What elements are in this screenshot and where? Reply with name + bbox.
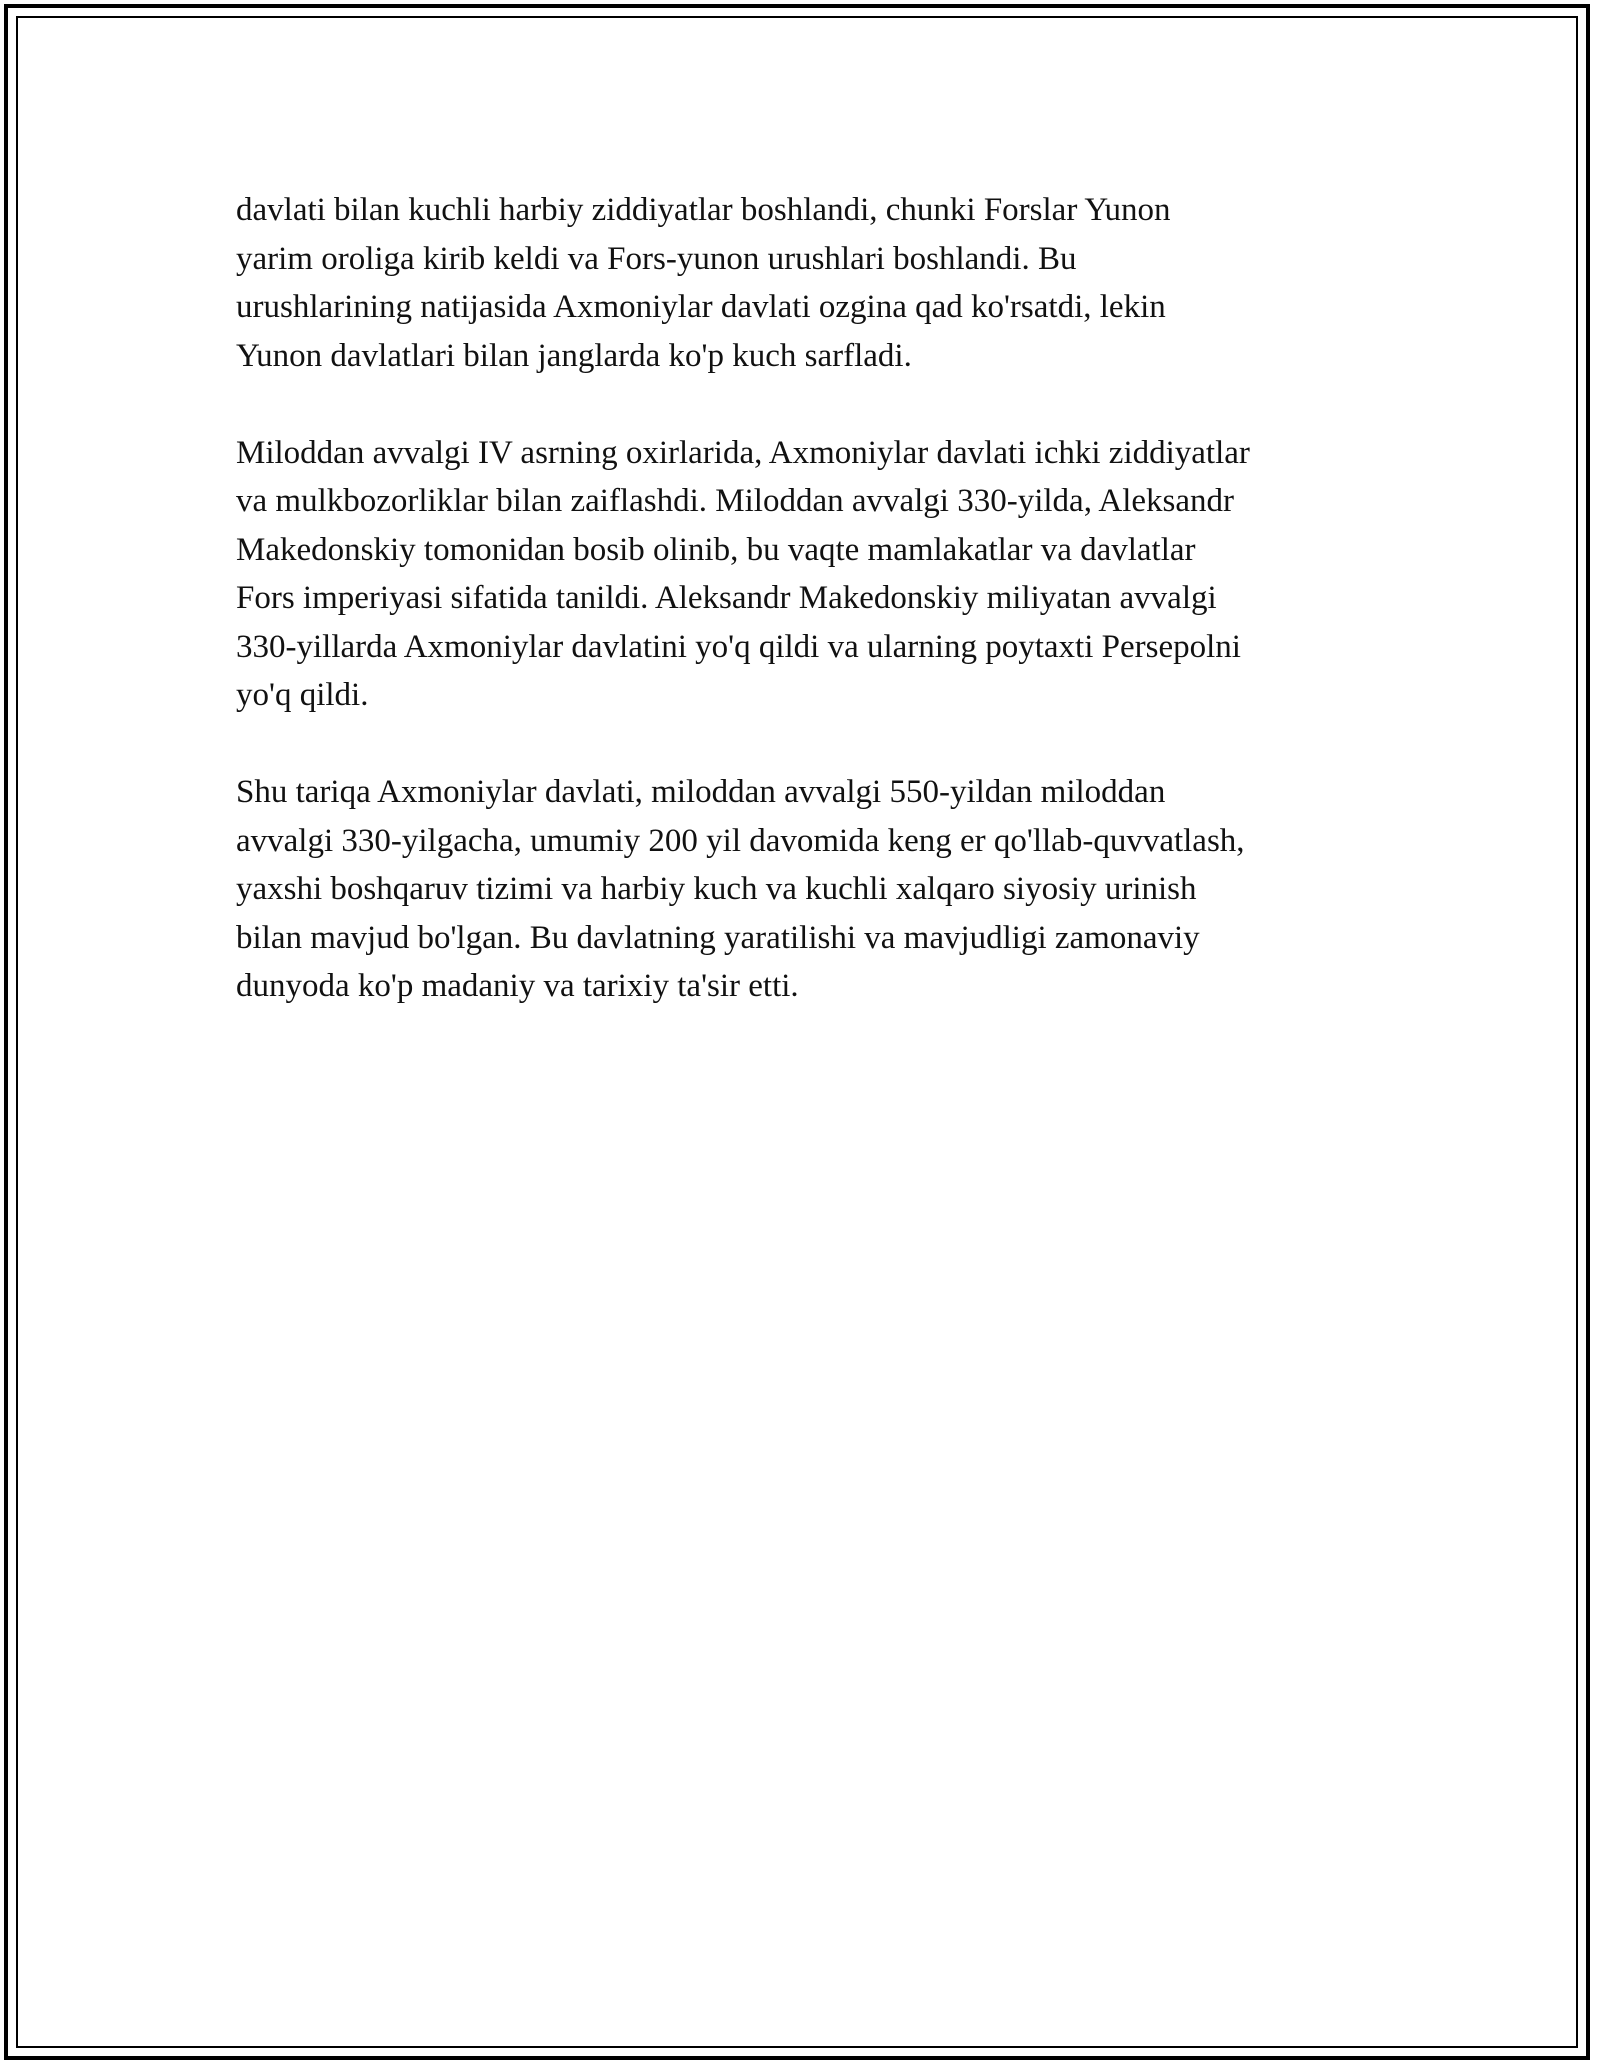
paragraph-1 [236, 186, 1376, 380]
text-line: Fors imperiyasi sifatida tanildi. Aleksandr Makedonskiy miliyatan avvalgi [236, 580, 1217, 616]
text-line: Shu tariqa Axmoniylar davlati, miloddan avvalgi 550-yildan miloddan [236, 774, 1166, 810]
text-line: bilan mavjud bo'lgan. Bu davlatning yaratilishi va mavjudligi zamonaviy [236, 919, 1200, 956]
document-body [236, 186, 1376, 1059]
text-line: davlati bilan kuchli harbiy ziddiyatlar boshlandi, chunki Forslar Yunon [236, 192, 1171, 228]
text-line: yaxshi boshqaruv tizimi va harbiy kuch va kuchli xalqaro siyosiy urinish [236, 871, 1197, 907]
text-line: avvalgi 330-yilgacha, umumiy 200 yil davomida keng er qo'llab-quvvatlash, [236, 822, 1245, 859]
text-line: 330-yillarda Axmoniylar davlatini yo'q qildi va ularning poytaxti Persepolni [236, 628, 1241, 665]
paragraph-2 [236, 429, 1376, 720]
text-line: Yunon davlatlari bilan janglarda ko'p kuch sarfladi. [236, 337, 912, 374]
text-line: va mulkbozorliklar bilan zaiflashdi. Miloddan avvalgi 330-yilda, Aleksandr [236, 483, 1235, 519]
paragraph-3 [236, 768, 1376, 1011]
text-line: yarim oroliga kirib keldi va Fors-yunon urushlari boshlandi. Bu [236, 240, 1077, 277]
text-line: urushlarining natijasida Axmoniylar davlati ozgina qad ko'rsatdi, lekin [236, 289, 1166, 325]
text-line: Makedonskiy tomonidan bosib olinib, bu vaqte mamlakatlar va davlatlar [236, 531, 1196, 568]
text-line: dunyoda ko'p madaniy va tarixiy ta'sir etti. [236, 968, 799, 1004]
text-line: yo'q qildi. [236, 677, 369, 713]
text-line: Miloddan avvalgi IV asrning oxirlarida, Axmoniylar davlati ichki ziddiyatlar [236, 434, 1250, 471]
